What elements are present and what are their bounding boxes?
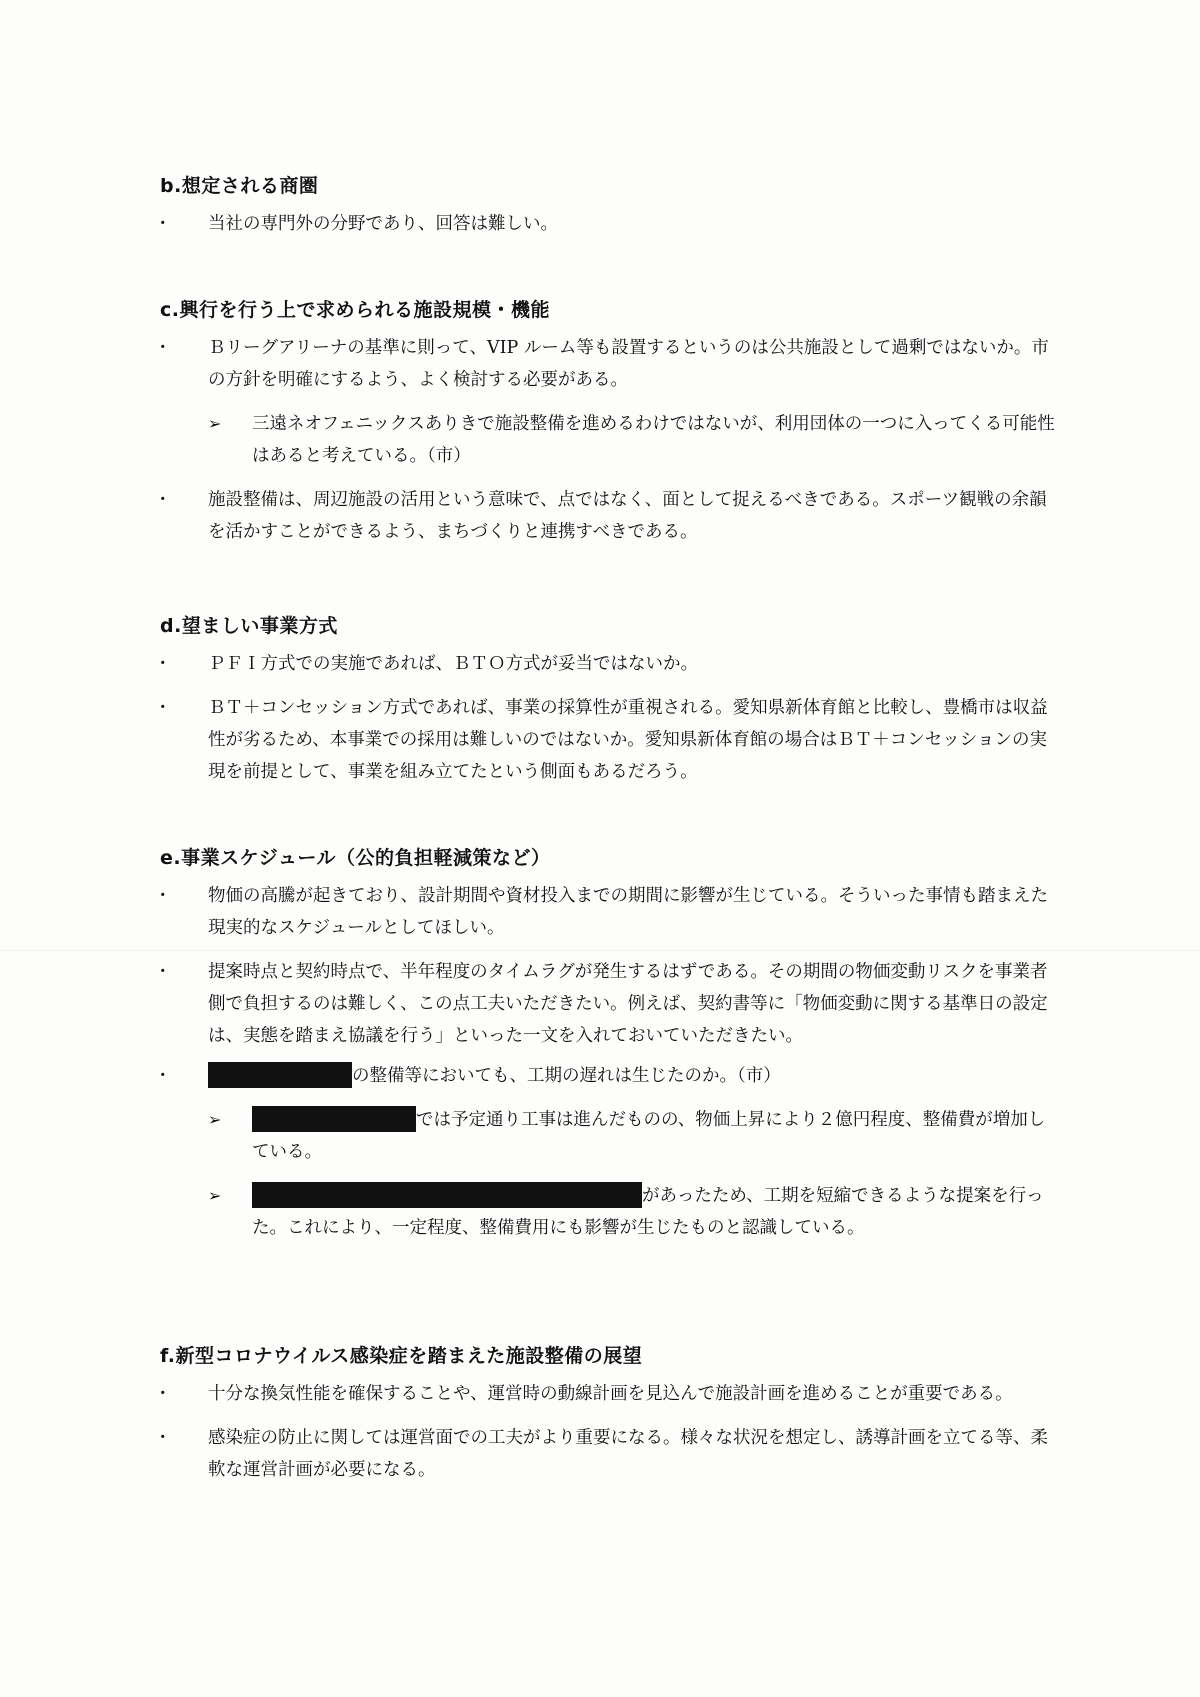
section-c — [160, 296, 1060, 548]
section-e-item-3-sub-1-text: では予定通り工事は進んだものの、物価上昇により２億円程度、整備費が増加している。 — [252, 1110, 1046, 1162]
section-c-item-1-sub — [160, 408, 1060, 472]
arrow-icon: ➢ — [208, 1186, 222, 1205]
section-f-item-1: ・ 十分な換気性能を確保することや、運営時の動線計画を見込んで施設計画を進めることが重要である。 — [160, 1378, 1060, 1410]
section-d-item-1: ・ ＰＦＩ方式での実施であれば、ＢＴＯ方式が妥当ではないか。 — [160, 648, 1060, 680]
section-e-item-3-text: の整備等においても、工期の遅れは生じたのか。（市） — [352, 1066, 781, 1086]
section-b — [160, 172, 1060, 240]
section-e-item-3-sub-2 — [160, 1180, 1060, 1244]
section-f-heading: f.新型コロナウイルス感染症を踏まえた施設整備の展望 — [160, 1345, 643, 1367]
section-c-item-2: ・ 施設整備は、周辺施設の活用という意味で、点ではなく、面として捉えるべきである。スポーツ観戦の余韻を活かすことができるよう、まちづくりと連携すべきである。 — [160, 484, 1060, 548]
section-d-heading: d.望ましい事業方式 — [160, 615, 338, 637]
redacted-block — [208, 1062, 352, 1088]
section-d-item-2: ・ ＢＴ＋コンセッション方式であれば、事業の採算性が重視される。愛知県新体育館と比較し、豊橋市は収益性が劣るため、本事業での採用は難しいのではないか。愛知県新体育館の場合はＢＴ＋コンセッションの実現を前提として、事業を組み立てたという側面もあるだろう。 — [160, 692, 1060, 788]
redacted-block — [252, 1106, 416, 1132]
section-e-item-1: ・ 物価の高騰が起きており、設計期間や資材投入までの期間に影響が生じている。そういった事情も踏まえた現実的なスケジュールとしてほしい。 — [160, 880, 1060, 944]
redacted-block — [252, 1182, 642, 1208]
section-e-item-3-sub-2-text: があったため、工期を短縮できるような提案を行った。これにより、一定程度、整備費用にも影響が生じたものと認識している。 — [252, 1186, 1044, 1238]
section-e-item-3-sub-1 — [160, 1104, 1060, 1168]
section-e — [160, 844, 1060, 1244]
section-e-item-3 — [160, 1060, 1060, 1092]
section-b-item-1: ・ 当社の専門外の分野であり、回答は難しい。 — [160, 208, 1060, 240]
arrow-icon: ➢ — [208, 1110, 222, 1129]
arrow-icon: ➢ — [208, 414, 222, 433]
section-c-item-1: ・ Ｂリーグアリーナの基準に則って、VIP ルーム等も設置するというのは公共施設として過剰ではないか。市の方針を明確にするよう、よく検討する必要がある。 — [160, 332, 1060, 396]
section-e-item-2: ・ 提案時点と契約時点で、半年程度のタイムラグが発生するはずである。その期間の物価変動リスクを事業者側で負担するのは難しく、この点工夫いただきたい。例えば、契約書等に「物価変動に関する基準日の設定は、実態を踏まえ協議を行う」といった一文を入れておいていただきたい。 — [160, 956, 1060, 1052]
section-b-heading: b.想定される商圏 — [160, 175, 319, 197]
section-f-item-2: ・ 感染症の防止に関しては運営面での工夫がより重要になる。様々な状況を想定し、誘導計画を立てる等、柔軟な運営計画が必要になる。 — [160, 1422, 1060, 1486]
section-f — [160, 1342, 1060, 1486]
section-c-heading: c.興行を行う上で求められる施設規模・機能 — [160, 299, 550, 321]
section-d — [160, 612, 1060, 788]
section-c-item-1-sub-text: 三遠ネオフェニックスありきで施設整備を進めるわけではないが、利用団体の一つに入ってくる可能性はあると考えている。（市） — [252, 414, 1055, 466]
section-e-heading: e.事業スケジュール（公的負担軽減策など） — [160, 847, 551, 869]
